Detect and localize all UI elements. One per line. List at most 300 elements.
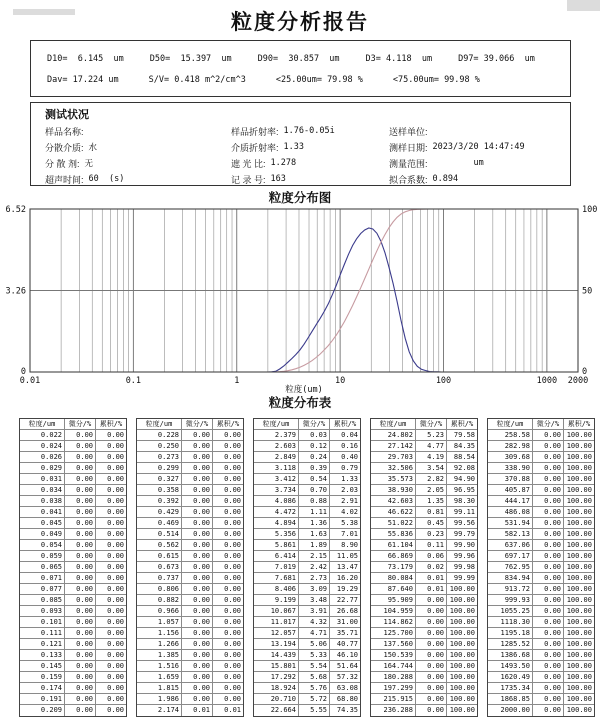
table-cell: 0.00 xyxy=(213,452,243,463)
test-status-title: 测试状况 xyxy=(45,109,89,121)
table-cell: 0.24 xyxy=(299,452,330,463)
status-field-value: 1.76-0.05i xyxy=(283,126,335,136)
page-title: 粒度分析报告 xyxy=(231,11,369,34)
table-cell: 0.00 xyxy=(182,584,213,595)
table-cell: 3.91 xyxy=(299,606,330,617)
table-cell: 0.00 xyxy=(96,485,126,496)
table-cell: 13.194 xyxy=(254,639,299,650)
table-cell: 0.085 xyxy=(20,595,65,606)
table-cell: 0.071 xyxy=(20,573,65,584)
table-cell: 0.00 xyxy=(213,573,243,584)
table-cell: 0.00 xyxy=(533,694,564,705)
table-cell: 100.00 xyxy=(564,617,594,628)
status-field-label: 记 录 号: xyxy=(231,174,266,185)
table-cell: 100.00 xyxy=(564,474,594,485)
table-header-cell: 微分/% xyxy=(299,419,330,430)
table-cell: 0.00 xyxy=(65,628,96,639)
table-cell: 0.00 xyxy=(213,485,243,496)
table-cell: 0.327 xyxy=(137,474,182,485)
table-cell: 0.024 xyxy=(20,441,65,452)
table-cell: 3.118 xyxy=(254,463,299,474)
table-cell: 0.00 xyxy=(65,496,96,507)
axis-tick-right: 50 xyxy=(582,286,593,297)
table-cell: 10.067 xyxy=(254,606,299,617)
chart-title: 粒度分布图 xyxy=(268,191,332,205)
table-cell: 68.80 xyxy=(330,694,360,705)
table-cell: 0.615 xyxy=(137,551,182,562)
table-cell: 3.48 xyxy=(299,595,330,606)
table-cell: 0.00 xyxy=(96,672,126,683)
table-cell: 0.00 xyxy=(96,683,126,694)
table-cell: 0.00 xyxy=(182,595,213,606)
table-cell: 100.00 xyxy=(564,650,594,661)
table-cell: 338.90 xyxy=(488,463,533,474)
table-cell: 1055.25 xyxy=(488,606,533,617)
table-cell: 100.00 xyxy=(564,529,594,540)
table-cell: 100.00 xyxy=(566,706,592,714)
table-cell: 3.734 xyxy=(254,485,299,496)
table-cell: 0.00 xyxy=(533,683,564,694)
status-column xyxy=(389,123,563,187)
table-cell: 4.086 xyxy=(254,496,299,507)
table-title: 粒度分布表 xyxy=(268,396,332,410)
table-group xyxy=(136,418,244,717)
status-field xyxy=(45,123,231,139)
table-cell: 0.01 xyxy=(182,705,213,716)
table-cell: 0.01 xyxy=(224,706,241,714)
table-cell: 0.022 xyxy=(20,430,65,441)
table-cell: 2.73 xyxy=(299,573,330,584)
table-cell: 0.966 xyxy=(137,606,182,617)
table-cell: 61.104 xyxy=(371,540,416,551)
table-cell: 0.00 xyxy=(65,540,96,551)
table-cell: 88.54 xyxy=(447,452,477,463)
table-cell: 0.81 xyxy=(416,507,447,518)
table-cell: 3.412 xyxy=(254,474,299,485)
table-cell: 2.05 xyxy=(416,485,447,496)
summary-item: D10= 6.145 um xyxy=(47,54,124,64)
table-cell: 4.894 xyxy=(254,518,299,529)
table-cell: 15.801 xyxy=(254,661,299,672)
table-cell: 46.622 xyxy=(371,507,416,518)
table-cell: 11.017 xyxy=(254,617,299,628)
status-field-label: 介质折射率: xyxy=(231,142,279,153)
table-cell: 0.00 xyxy=(182,551,213,562)
table-cell: 4.19 xyxy=(416,452,447,463)
status-field-value: 1.278 xyxy=(270,158,297,168)
table-cell: 0.673 xyxy=(137,562,182,573)
table-cell: 150.539 xyxy=(371,650,416,661)
table-cell: 2.849 xyxy=(254,452,299,463)
table-cell: 180.288 xyxy=(371,672,416,683)
table-cell: 2.03 xyxy=(330,485,360,496)
table-cell: 100.00 xyxy=(564,551,594,562)
table-cell: 100.00 xyxy=(564,584,594,595)
table-cell: 0.00 xyxy=(533,529,564,540)
table-cell: 51.022 xyxy=(371,518,416,529)
table-cell: 0.00 xyxy=(213,617,243,628)
summary-item: <25.00um= 79.98 % xyxy=(275,75,363,85)
table-cell: 0.00 xyxy=(213,430,243,441)
table-cell: 0.00 xyxy=(533,705,564,716)
status-field xyxy=(231,171,389,187)
table-cell: 0.00 xyxy=(182,573,213,584)
table-cell: 100.00 xyxy=(564,507,594,518)
table-header-cell: 粒度/um xyxy=(20,419,65,430)
table-cell: 5.54 xyxy=(299,661,330,672)
table-cell: 100.00 xyxy=(564,496,594,507)
table-cell: 0.00 xyxy=(96,496,126,507)
status-field-value: 水 xyxy=(88,143,98,153)
table-cell: 0.54 xyxy=(299,474,330,485)
table-cell: 5.23 xyxy=(416,430,447,441)
table-cell: 0.00 xyxy=(182,661,213,672)
table-cell: 0.429 xyxy=(137,507,182,518)
table-cell: 0.392 xyxy=(137,496,182,507)
table-cell: 1.11 xyxy=(299,507,330,518)
table-cell: 0.00 xyxy=(65,474,96,485)
status-field-label: 超声时间: xyxy=(45,174,84,185)
table-cell: 7.01 xyxy=(330,529,360,540)
axis-tick-x: 10 xyxy=(335,376,346,386)
status-field xyxy=(389,139,563,155)
table-cell: 100.00 xyxy=(564,683,594,694)
status-field-label: 分 散 剂: xyxy=(45,158,80,169)
table-cell: 38.930 xyxy=(371,485,416,496)
table-cell: 29.703 xyxy=(371,452,416,463)
table-cell: 100.00 xyxy=(564,639,594,650)
table-cell: 0.00 xyxy=(96,617,126,628)
table-cell: 913.72 xyxy=(488,584,533,595)
table-cell: 164.744 xyxy=(371,661,416,672)
table-cell: 100.00 xyxy=(564,661,594,672)
table-cell: 2.91 xyxy=(330,496,360,507)
table-cell: 0.00 xyxy=(182,529,213,540)
table-cell: 0.273 xyxy=(137,452,182,463)
table-cell: 0.806 xyxy=(137,584,182,595)
table-cell: 84.35 xyxy=(447,441,477,452)
table-cell: 100.00 xyxy=(564,485,594,496)
table-cell: 14.439 xyxy=(254,650,299,661)
table-cell: 0.00 xyxy=(65,507,96,518)
summary-item: <75.00um= 99.98 % xyxy=(392,75,480,85)
table-cell: 3.54 xyxy=(416,463,447,474)
summary-item: Dav= 17.224 um xyxy=(47,75,119,85)
table-group xyxy=(19,418,127,717)
table-cell: 1.057 xyxy=(137,617,182,628)
table-cell: 0.00 xyxy=(96,518,126,529)
table-cell: 0.159 xyxy=(20,672,65,683)
table-cell: 0.00 xyxy=(65,617,96,628)
table-cell: 0.00 xyxy=(65,452,96,463)
table-cell: 1.89 xyxy=(299,540,330,551)
table-cell: 0.111 xyxy=(20,628,65,639)
table-cell: 100.00 xyxy=(447,650,477,661)
table-cell: 125.700 xyxy=(371,628,416,639)
table-cell: 46.10 xyxy=(330,650,360,661)
table-cell: 0.101 xyxy=(20,617,65,628)
status-field xyxy=(231,139,389,155)
summary-item: D90= 30.857 um xyxy=(257,54,340,64)
table-cell: 32.506 xyxy=(371,463,416,474)
table-cell: 0.174 xyxy=(20,683,65,694)
table-cell: 0.00 xyxy=(533,584,564,595)
table-cell: 0.00 xyxy=(65,683,96,694)
axis-tick-left: 0 xyxy=(20,367,26,377)
table-cell: 0.00 xyxy=(65,551,96,562)
table-cell: 104.959 xyxy=(371,606,416,617)
table-cell: 258.58 xyxy=(488,430,533,441)
table-cell: 1.156 xyxy=(137,628,182,639)
table-cell: 0.00 xyxy=(96,661,126,672)
table-cell: 0.00 xyxy=(533,617,564,628)
table-cell: 0.00 xyxy=(182,507,213,518)
status-field-label: 样品折射率: xyxy=(231,126,279,137)
table-cell: 100.00 xyxy=(564,540,594,551)
table-cell: 5.06 xyxy=(299,639,330,650)
table-cell: 0.06 xyxy=(416,551,447,562)
table-cell: 51.64 xyxy=(330,661,360,672)
table-cell: 370.88 xyxy=(488,474,533,485)
table-cell: 0.00 xyxy=(182,639,213,650)
table-cell: 3.09 xyxy=(299,584,330,595)
status-field-value: um xyxy=(432,158,484,168)
table-cell: 92.08 xyxy=(447,463,477,474)
table-cell: 0.00 xyxy=(65,441,96,452)
table-cell: 697.17 xyxy=(488,551,533,562)
table-cell: 0.038 xyxy=(20,496,65,507)
table-cell: 100.00 xyxy=(564,452,594,463)
axis-tick-right: 0 xyxy=(582,367,588,377)
status-field xyxy=(389,171,563,187)
table-cell: 19.29 xyxy=(330,584,360,595)
table-cell: 0.034 xyxy=(20,485,65,496)
table-cell: 0.250 xyxy=(137,441,182,452)
table-cell: 0.00 xyxy=(182,606,213,617)
table-cell: 0.00 xyxy=(65,639,96,650)
table-cell: 100.00 xyxy=(447,683,477,694)
table-cell: 8.90 xyxy=(330,540,360,551)
table-cell: 73.179 xyxy=(371,562,416,573)
axis-tick-x: 0.1 xyxy=(125,376,142,386)
status-column xyxy=(231,123,389,187)
table-cell: 0.00 xyxy=(96,694,126,705)
table-cell: 1620.49 xyxy=(488,672,533,683)
table-cell: 0.04 xyxy=(330,430,360,441)
table-cell: 0.00 xyxy=(96,606,126,617)
table-cell: 0.00 xyxy=(182,694,213,705)
table-cell: 0.00 xyxy=(213,584,243,595)
table-cell: 0.00 xyxy=(213,606,243,617)
table-cell: 0.00 xyxy=(533,562,564,573)
status-field-label: 分散介质: xyxy=(45,142,84,153)
table-cell: 5.861 xyxy=(254,540,299,551)
table-cell: 5.356 xyxy=(254,529,299,540)
summary-item: D97= 39.066 um xyxy=(458,54,535,64)
table-cell: 1.63 xyxy=(299,529,330,540)
table-cell: 1.35 xyxy=(416,496,447,507)
table-cell: 0.00 xyxy=(182,441,213,452)
table-cell: 0.00 xyxy=(96,650,126,661)
table-cell: 197.299 xyxy=(371,683,416,694)
table-cell: 0.00 xyxy=(65,672,96,683)
table-cell: 20.710 xyxy=(254,694,299,705)
table-cell: 0.01 xyxy=(416,584,447,595)
table-cell: 0.093 xyxy=(20,606,65,617)
table-cell: 215.915 xyxy=(371,694,416,705)
table-cell: 0.00 xyxy=(213,441,243,452)
table-cell: 0.00 xyxy=(96,452,126,463)
table-cell: 0.00 xyxy=(416,617,447,628)
table-header-cell: 累积/% xyxy=(447,419,477,430)
status-column xyxy=(45,123,231,187)
table-cell: 1.385 xyxy=(137,650,182,661)
table-cell: 2.82 xyxy=(416,474,447,485)
table-cell: 0.00 xyxy=(96,540,126,551)
table-cell: 0.00 xyxy=(65,518,96,529)
table-cell: 2.379 xyxy=(254,430,299,441)
table-cell: 4.71 xyxy=(299,628,330,639)
status-field-value: 无 xyxy=(84,159,94,169)
table-cell: 0.00 xyxy=(213,683,243,694)
table-header-cell: 微分/% xyxy=(416,419,447,430)
table-header-cell: 累积/% xyxy=(564,419,594,430)
table-cell: 31.00 xyxy=(330,617,360,628)
table-cell: 0.00 xyxy=(416,694,447,705)
table-cell: 0.00 xyxy=(182,683,213,694)
table-cell: 999.93 xyxy=(488,595,533,606)
table-cell: 0.00 xyxy=(416,628,447,639)
table-cell: 0.00 xyxy=(213,628,243,639)
table-cell: 42.603 xyxy=(371,496,416,507)
table-cell: 0.121 xyxy=(20,639,65,650)
table-cell: 0.00 xyxy=(182,430,213,441)
axis-tick-right: 100 xyxy=(582,205,598,215)
table-cell: 0.00 xyxy=(213,694,243,705)
table-cell: 0.00 xyxy=(65,705,96,716)
table-cell: 22.664 xyxy=(254,705,299,716)
table-cell: 137.560 xyxy=(371,639,416,650)
table-cell: 1.516 xyxy=(137,661,182,672)
table-cell: 7.681 xyxy=(254,573,299,584)
status-field-value: 60 (s) xyxy=(88,174,125,184)
table-cell: 98.30 xyxy=(447,496,477,507)
table-cell: 0.00 xyxy=(65,485,96,496)
status-field-label: 测量范围: xyxy=(389,158,428,169)
test-status-box xyxy=(30,102,571,186)
table-cell: 0.02 xyxy=(416,562,447,573)
table-cell: 0.00 xyxy=(533,595,564,606)
table-cell: 1.266 xyxy=(137,639,182,650)
table-cell: 0.00 xyxy=(416,661,447,672)
axis-tick-left: 3.26 xyxy=(5,286,26,297)
table-cell: 100.00 xyxy=(564,694,594,705)
table-cell: 13.47 xyxy=(330,562,360,573)
table-cell: 0.299 xyxy=(137,463,182,474)
table-cell: 0.562 xyxy=(137,540,182,551)
table-cell: 0.00 xyxy=(213,540,243,551)
table-cell: 0.00 xyxy=(182,672,213,683)
table-cell: 114.862 xyxy=(371,617,416,628)
summary-item: S/V= 0.418 m^2/cm^3 xyxy=(148,75,246,85)
table-cell: 2.42 xyxy=(299,562,330,573)
table-cell: 0.00 xyxy=(533,628,564,639)
table-cell: 0.145 xyxy=(20,661,65,672)
table-cell: 0.00 xyxy=(182,650,213,661)
table-cell: 0.00 xyxy=(533,606,564,617)
status-field-label: 样品名称: xyxy=(45,126,84,137)
table-cell: 2.174 xyxy=(137,705,182,716)
table-cell: 0.00 xyxy=(182,562,213,573)
table-cell: 0.00 xyxy=(416,650,447,661)
table-cell: 0.00 xyxy=(182,540,213,551)
table-cell: 1.659 xyxy=(137,672,182,683)
x-axis-label: 粒度(um) xyxy=(285,385,323,395)
axis-tick-x: 1000 xyxy=(536,376,558,386)
table-cell: 0.00 xyxy=(65,606,96,617)
table-cell: 0.00 xyxy=(182,452,213,463)
table-cell: 1.36 xyxy=(299,518,330,529)
table-cell: 0.00 xyxy=(213,562,243,573)
table-cell: 0.00 xyxy=(96,595,126,606)
table-cell: 40.77 xyxy=(330,639,360,650)
table-cell: 0.00 xyxy=(96,628,126,639)
table-cell: 0.469 xyxy=(137,518,182,529)
table-cell: 0.00 xyxy=(533,672,564,683)
table-cell: 24.802 xyxy=(371,430,416,441)
table-cell: 99.56 xyxy=(447,518,477,529)
table-cell: 0.00 xyxy=(533,430,564,441)
table-cell: 4.32 xyxy=(299,617,330,628)
summary-item: D50= 15.397 um xyxy=(149,54,232,64)
table-cell: 0.00 xyxy=(182,463,213,474)
table-cell: 0.00 xyxy=(533,573,564,584)
table-cell: 0.00 xyxy=(96,474,126,485)
table-cell: 55.836 xyxy=(371,529,416,540)
table-cell: 0.00 xyxy=(96,562,126,573)
table-cell: 1868.85 xyxy=(488,694,533,705)
table-cell: 5.72 xyxy=(299,694,330,705)
table-cell: 0.00 xyxy=(416,595,447,606)
table-cell: 0.00 xyxy=(213,474,243,485)
test-status-grid xyxy=(45,123,563,187)
table-header-cell: 粒度/um xyxy=(488,419,533,430)
table-cell: 16.20 xyxy=(330,573,360,584)
table-header-cell: 粒度/um xyxy=(137,419,182,430)
table-cell: 100.00 xyxy=(564,573,594,584)
table-cell: 100.00 xyxy=(564,562,594,573)
status-field-value: 2023/3/20 14:47:49 xyxy=(432,142,525,152)
table-cell: 0.03 xyxy=(299,430,330,441)
table-cell: 0.049 xyxy=(20,529,65,540)
table-cell: 0.79 xyxy=(330,463,360,474)
table-cell: 0.00 xyxy=(533,639,564,650)
table-cell: 0.031 xyxy=(20,474,65,485)
table-cell: 4.472 xyxy=(254,507,299,518)
table-cell: 7.019 xyxy=(254,562,299,573)
table-cell: 95.909 xyxy=(371,595,416,606)
table-cell: 0.00 xyxy=(182,474,213,485)
table-cell: 0.40 xyxy=(330,452,360,463)
table-cell: 0.00 xyxy=(65,573,96,584)
table-cell: 22.77 xyxy=(330,595,360,606)
table-cell: 96.95 xyxy=(447,485,477,496)
table-cell: 0.00 xyxy=(96,639,126,650)
table-cell: 637.06 xyxy=(488,540,533,551)
table-cell: 0.00 xyxy=(96,430,126,441)
table-cell: 0.00 xyxy=(65,694,96,705)
table-cell: 0.00 xyxy=(213,672,243,683)
